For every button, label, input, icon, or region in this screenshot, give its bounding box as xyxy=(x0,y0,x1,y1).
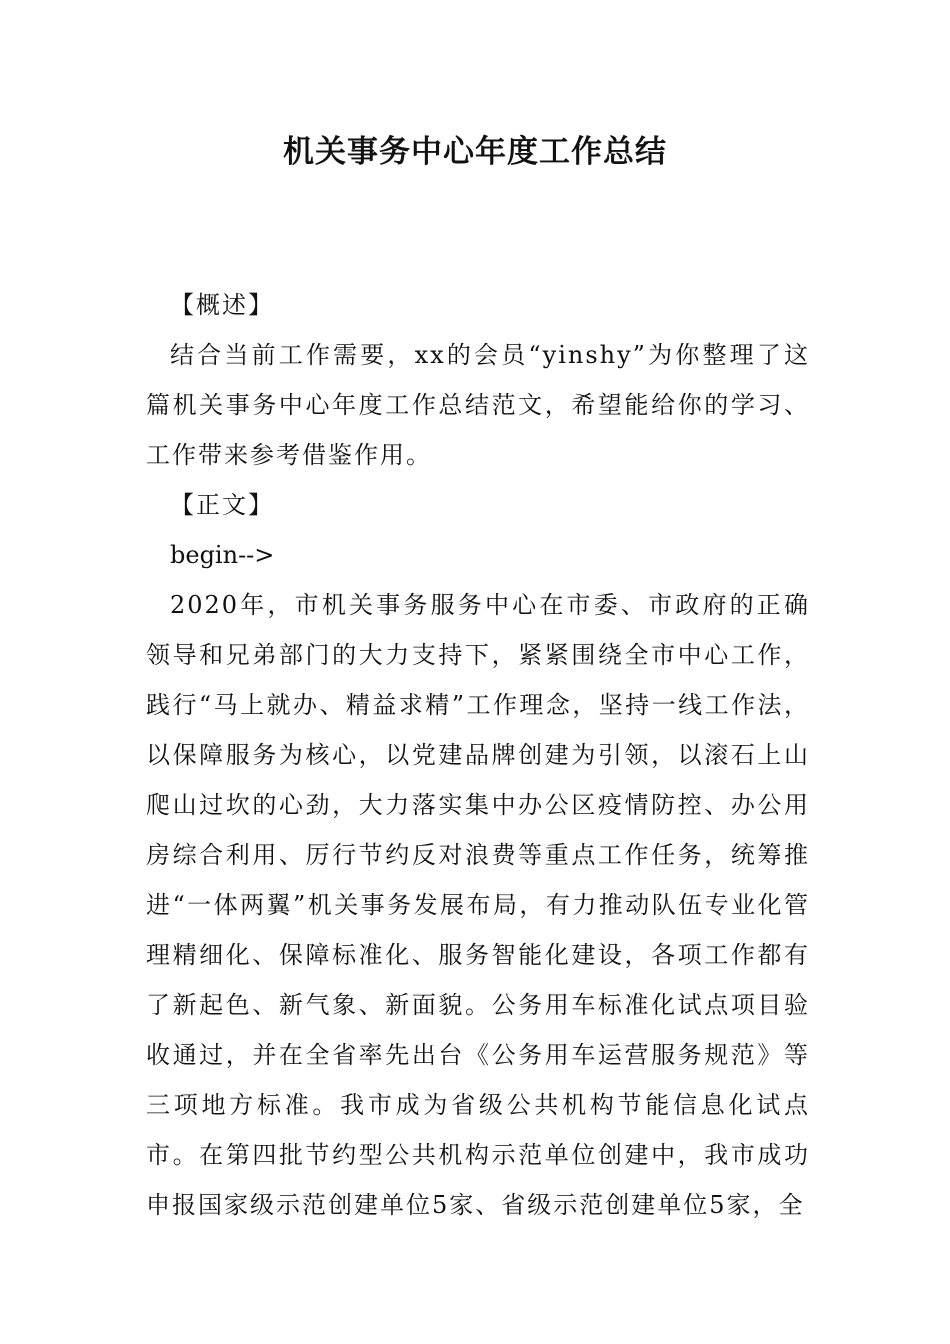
begin-marker: begin--> xyxy=(170,541,275,569)
document-body xyxy=(146,280,810,1230)
overview-heading: 【概述】 xyxy=(170,291,274,319)
document-title: 机关事务中心年度工作总结 xyxy=(283,134,667,170)
body-heading: 【正文】 xyxy=(170,491,274,519)
overview-paragraph: 结合当前工作需要，xx的会员“yinshy”为你整理了这篇机关事务中心年度工作总结范文，希望能给你的学习、工作带来参考借鉴作用。 xyxy=(146,341,810,469)
body-paragraph: 2020年，市机关事务服务中心在市委、市政府的正确领导和兄弟部门的大力支持下，紧紧围绕全市中心工作，践行“马上就办、精益求精”工作理念，坚持一线工作法，以保障服务为核心，以党建品牌创建为引领，以滚石上山爬山过坎的心劲，大力落实集中办公区疫情防控、办公用房综合利用、厉行节约反对浪费等重点工作任务，统筹推进“一体两翼”机关事务发展布局，有力推动队伍专业化管理精细化、保障标准化、服务智能化建设，各项工作都有了新起色、新气象、新面貌。公务用车标准化试点项目验收通过，并在全省率先出台《公务用车运营服务规范》等三项地方标准。我市成为省级公共机构节能信息化试点市。在第四批节约型公共机构示范单位创建中，我市成功申报国家级示范创建单位5家、省级示范创建单位5家，全 xyxy=(146,591,810,1219)
